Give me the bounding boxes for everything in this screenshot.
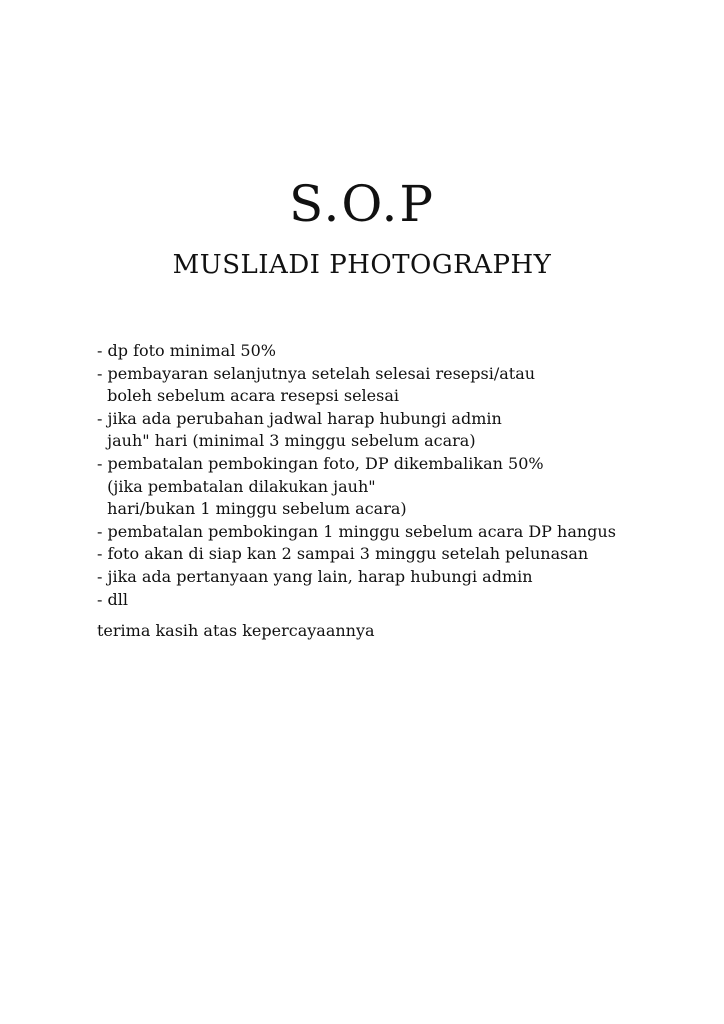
- page-title: S.O.P: [289, 175, 435, 233]
- rule-line: - pembatalan pembokingan 1 minggu sebelum acara DP hangus: [97, 521, 616, 541]
- rule-line: - dll: [97, 589, 128, 609]
- rule-line: - jika ada pertanyaan yang lain, harap hubungi admin: [97, 566, 533, 586]
- rule-line: - pembatalan pembokingan foto, DP dikembalikan 50%: [97, 453, 544, 473]
- rule-line: - foto akan di siap kan 2 sampai 3 minggu setelah pelunasan: [97, 544, 589, 564]
- page-subtitle: MUSLIADI PHOTOGRAPHY: [172, 250, 552, 280]
- rule-line: - pembayaran selanjutnya setelah selesai resepsi/atau: [97, 363, 536, 383]
- rule-line: - dp foto minimal 50%: [97, 341, 276, 360]
- closing-note: terima kasih atas kepercayaannya: [97, 621, 375, 640]
- rule-line: (jika pembatalan dilakukan jauh": [97, 476, 376, 496]
- rule-line: - jika ada perubahan jadwal harap hubungi admin: [97, 408, 502, 428]
- rule-line: jauh" hari (minimal 3 minggu sebelum acara): [97, 431, 476, 451]
- rules-list: [97, 340, 697, 611]
- rule-line: boleh sebelum acara resepsi selesai: [97, 386, 399, 406]
- rule-line: hari/bukan 1 minggu sebelum acara): [97, 499, 407, 519]
